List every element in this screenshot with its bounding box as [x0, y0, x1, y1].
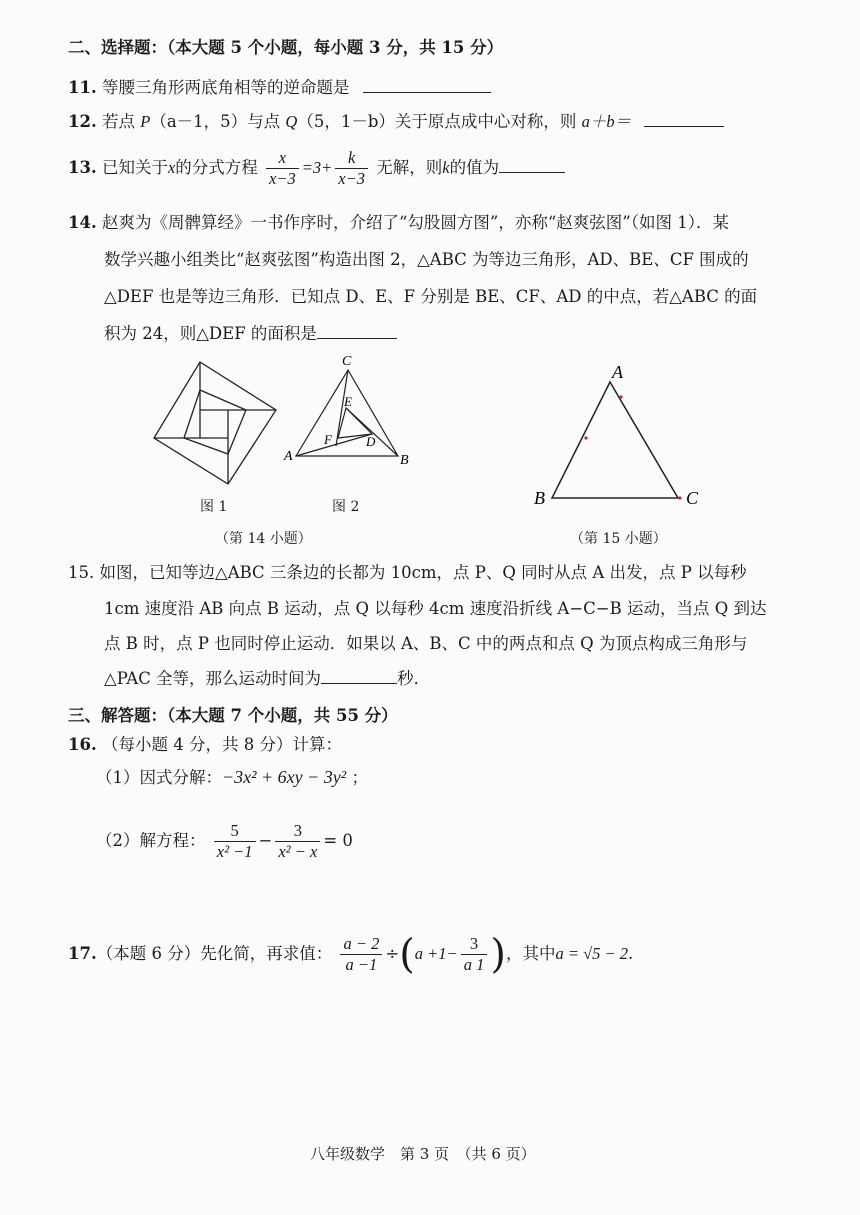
- answer-blank[interactable]: [363, 78, 491, 93]
- expression: −3x² + 6xy − 3y²: [222, 767, 347, 787]
- page-footer: 八年级数学 第 3 页 （共 6 页）: [310, 1145, 536, 1163]
- question-text: （每小题 4 分，共 8 分）计算：: [101, 735, 342, 754]
- point-label-f: F: [324, 432, 332, 447]
- fraction-denominator: x² −1: [216, 842, 253, 861]
- left-paren: (: [399, 931, 415, 978]
- question-14-line-3: △DEF 也是等边三角形．已知点 D、E、F 分别是 BE、CF、AD 的中点，若△ABC 的面: [104, 287, 758, 306]
- fraction: [461, 934, 488, 975]
- expression: a＋b＝: [581, 112, 632, 131]
- question-14-line-1: [68, 212, 729, 234]
- question-number: 17.: [68, 944, 97, 963]
- question-text: 的分式方程: [175, 158, 258, 177]
- question-number: 12.: [68, 112, 97, 131]
- variable-x: x: [167, 158, 176, 177]
- point-q-coords: （5，1－b）: [297, 112, 395, 131]
- figure-1-label: 图 1: [200, 499, 228, 515]
- question-15-line-3: 点 B 时，点 P 也同时停止运动．如果以 A、B、C 中的两点和点 Q 为顶点构成三角形与: [104, 634, 748, 653]
- figure-1-diagram: [150, 358, 280, 488]
- fraction-denominator: x² − x: [278, 842, 318, 861]
- part-label: （1）因式分解：: [96, 768, 222, 787]
- question-number: 14.: [68, 213, 97, 232]
- point-label-b: B: [400, 453, 409, 468]
- point-label-d: D: [366, 434, 376, 449]
- answer-blank[interactable]: [321, 669, 397, 684]
- variable-k: k: [442, 158, 450, 177]
- fraction-numerator: 3: [461, 934, 488, 955]
- question-15-line-1: [68, 562, 747, 584]
- end-mark: .: [628, 944, 634, 963]
- question-text: 如图，已知等边△ABC 三条边的长都为 10cm，点 P、Q 同时从点 A 出发，点 P 以每秒: [99, 563, 747, 582]
- question-text: 等腰三角形两底角相等的逆命题是: [101, 78, 350, 97]
- question-number: 15.: [68, 563, 95, 582]
- figure-14-caption: （第 14 小题）: [215, 531, 312, 547]
- section-3-heading: 三、解答题：（本大题 7 个小题，共 55 分）: [68, 706, 398, 725]
- question-text: △PAC 全等，那么运动时间为: [104, 669, 322, 688]
- part-label: （2）解方程：: [96, 831, 206, 850]
- fraction-numerator: 5: [214, 821, 256, 842]
- fraction: [214, 821, 256, 862]
- question-text: 与点: [247, 112, 281, 131]
- question-number: 16.: [68, 735, 97, 754]
- point-label-a: A: [612, 362, 623, 382]
- fraction: [266, 148, 299, 189]
- question-15-line-4: [104, 668, 430, 690]
- fraction: [275, 821, 320, 862]
- equation-end: = 0: [323, 831, 353, 850]
- question-text: 积为 24，则△DEF 的面积是: [104, 324, 317, 343]
- point-label-c: C: [686, 488, 699, 508]
- fraction: [335, 148, 368, 189]
- question-11: [68, 77, 491, 99]
- question-text: （本题 6 分）先化简，再求值：: [96, 944, 333, 963]
- question-text: 已知关于: [101, 158, 168, 177]
- fraction-denominator: x−3: [269, 169, 296, 188]
- minus-sign: −: [258, 831, 273, 850]
- section-2-heading: 二、选择题：（本大题 5 个小题，每小题 3 分，共 15 分）: [68, 38, 504, 57]
- figure-2-diagram: [282, 350, 422, 472]
- given-value: a = √5 − 2: [555, 944, 629, 963]
- question-text: 无解，则: [376, 158, 443, 177]
- question-16-part-2: [96, 818, 353, 868]
- question-text: 秒．: [397, 669, 431, 688]
- figure-15-caption: （第 15 小题）: [570, 531, 667, 547]
- question-13: [68, 146, 565, 192]
- fraction-denominator: x−3: [338, 169, 366, 188]
- point-label-b: B: [534, 488, 545, 508]
- fraction-denominator: a −1: [345, 955, 378, 974]
- question-16: [68, 734, 342, 756]
- point-p: P: [140, 112, 151, 131]
- question-12: [68, 111, 724, 133]
- question-text: 若点: [101, 112, 135, 131]
- point-p-coords: （a－1，5）: [150, 112, 248, 131]
- fraction-numerator: x: [266, 148, 299, 169]
- fraction-numerator: 3: [275, 821, 320, 842]
- division-sign: ÷: [385, 944, 400, 963]
- question-14-line-2: 数学兴趣小组类比“赵爽弦图”构造出图 2，△ABC 为等边三角形，AD、BE、CF 围成的: [104, 250, 749, 269]
- fraction-numerator: k: [335, 148, 368, 169]
- question-number: 13.: [68, 158, 97, 177]
- question-text: ，其中: [505, 944, 556, 963]
- point-q: Q: [285, 112, 298, 131]
- question-16-part-1: [96, 766, 368, 789]
- question-text: 关于原点成中心对称，则: [394, 112, 577, 131]
- fraction: [340, 934, 382, 975]
- question-text: 赵爽为《周髀算经》一书作序时，介绍了“勾股圆方图”，亦称“赵爽弦图”（如图 1）．某: [101, 213, 729, 232]
- inner-expression: a +1−: [414, 944, 458, 963]
- question-14-line-4: [104, 323, 397, 345]
- answer-blank[interactable]: [499, 158, 565, 173]
- right-paren: ): [490, 931, 506, 978]
- figure-2-label: 图 2: [332, 499, 360, 515]
- point-label-c: C: [342, 354, 352, 369]
- answer-blank[interactable]: [644, 112, 724, 127]
- question-15-line-2: 1cm 速度沿 AB 向点 B 运动，点 Q 以每秒 4cm 速度沿折线 A−C−B 运动，当点 Q 到达: [104, 599, 767, 618]
- question-text: 的值为: [449, 158, 500, 177]
- part-end: ；: [351, 768, 368, 787]
- fraction-numerator: a − 2: [340, 934, 382, 955]
- fraction-denominator: a 1: [463, 955, 485, 974]
- point-label-a: A: [284, 449, 293, 464]
- answer-blank[interactable]: [317, 324, 397, 339]
- equation-middle: =3+: [301, 158, 333, 177]
- figure-15-diagram: [530, 360, 710, 510]
- point-label-e: E: [344, 394, 352, 409]
- question-number: 11.: [68, 78, 97, 97]
- question-17: [68, 930, 633, 984]
